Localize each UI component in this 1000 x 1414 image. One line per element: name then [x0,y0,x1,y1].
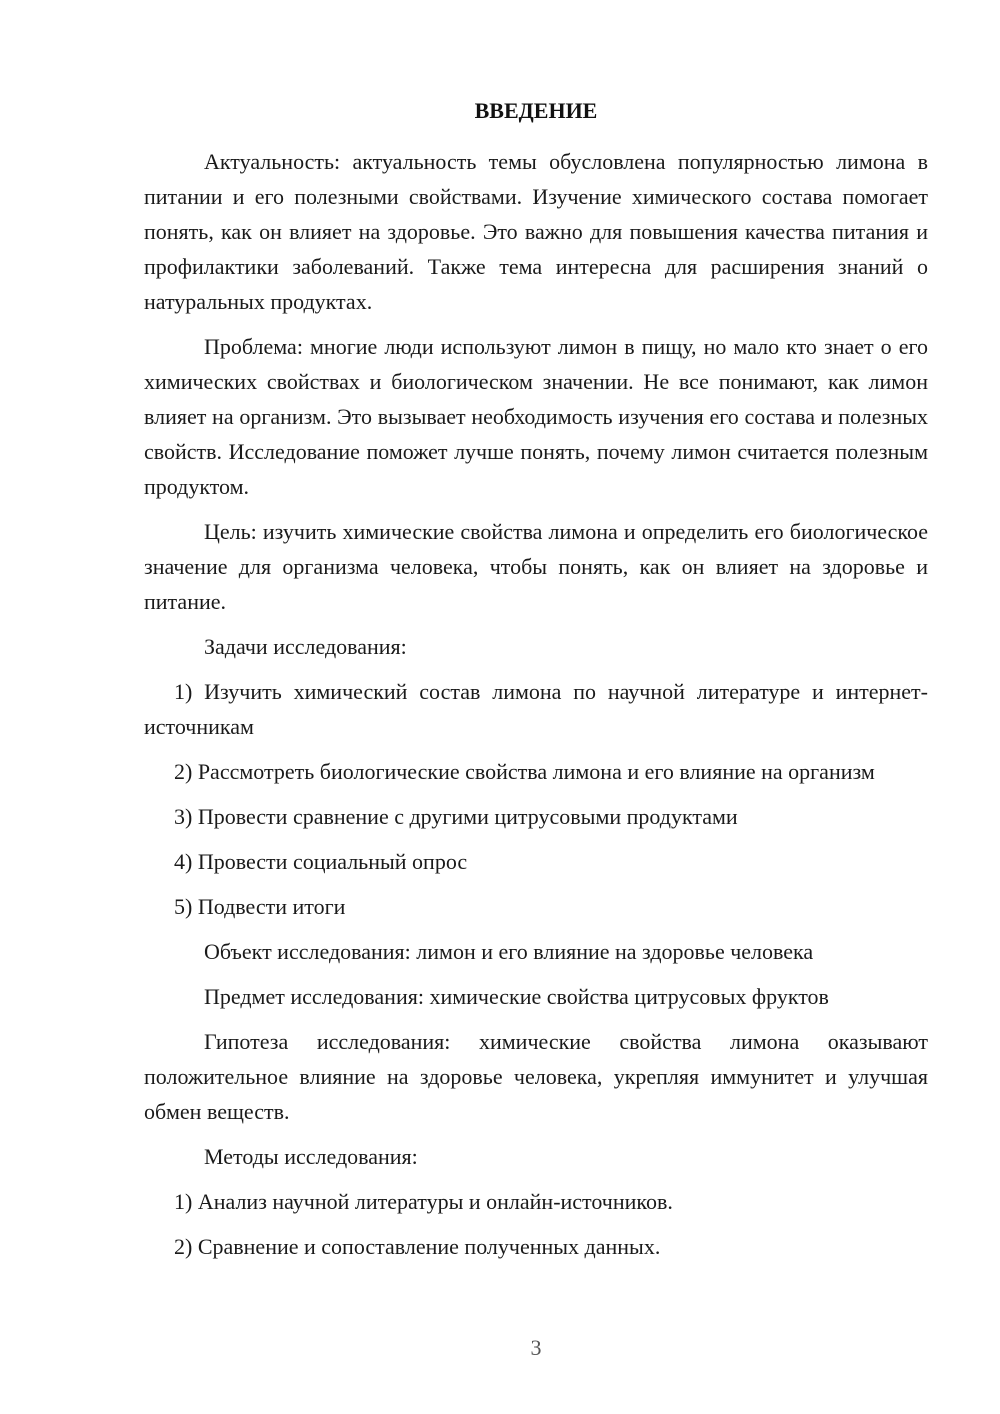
method-item-2: 2) Сравнение и сопоставление полученных данных. [174,1234,661,1259]
relevance-paragraph: Актуальность: актуальность темы обусловлена популярностью лимона в питании и его полезными свойствами. Изучение химического состава помогает понять, как он влияет на здоровье. Это важно для повышения качества питания и профилактики заболеваний. Также тема интересна для расширения знаний о натуральных продуктах. [144,149,928,314]
tasks-heading: Задачи исследования: [204,634,407,659]
methods-heading: Методы исследования: [204,1144,418,1169]
document-body [144,144,928,1264]
task-item-3: 3) Провести сравнение с другими цитрусовыми продуктами [174,804,738,829]
section-title: ВВЕДЕНИЕ [474,98,598,123]
task-item-2: 2) Рассмотреть биологические свойства лимона и его влияние на организм [174,759,875,784]
task-item-4: 4) Провести социальный опрос [174,849,468,874]
hypothesis-paragraph: Гипотеза исследования: химические свойства лимона оказывают положительное влияние на здоровье человека, укрепляя иммунитет и улучшая обмен веществ. [144,1029,928,1124]
problem-paragraph: Проблема: многие люди используют лимон в пищу, но мало кто знает о его химических свойствах и биологическом значении. Не все понимают, как лимон влияет на организм. Это вызывает необходимость изучения его состава и полезных свойств. Исследование поможет лучше понять, почему лимон считается полезным продуктом. [144,334,928,499]
subject-paragraph: Предмет исследования: химические свойства цитрусовых фруктов [204,984,829,1009]
object-paragraph: Объект исследования: лимон и его влияние на здоровье человека [204,939,814,964]
method-item-1: 1) Анализ научной литературы и онлайн-источников. [174,1189,673,1214]
goal-paragraph: Цель: изучить химические свойства лимона и определить его биологическое значение для организма человека, чтобы понять, как он влияет на здоровье и питание. [144,519,928,614]
task-item-5: 5) Подвести итоги [174,894,346,919]
page-number: 3 [530,1335,542,1360]
task-item-1: 1) Изучить химический состав лимона по научной литературе и интернет-источникам [144,679,928,739]
